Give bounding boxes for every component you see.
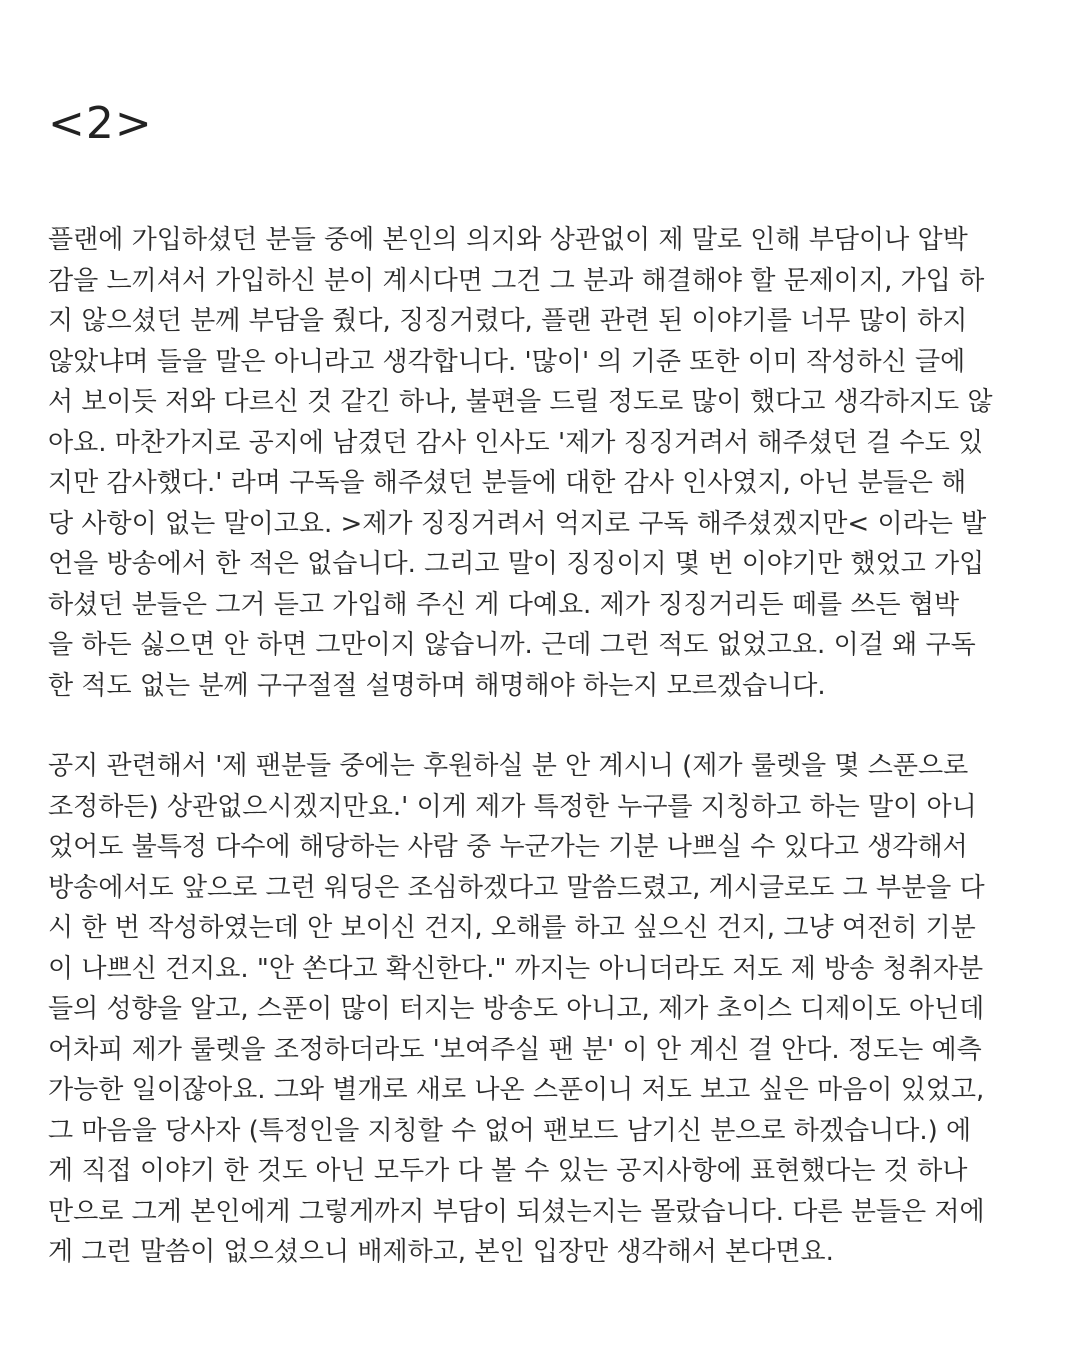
text-line: 어차피 제가 룰렛을 조정하더라도 '보여주실 팬 분' 이 안 계신 걸 안다. 정도는 예측 (48, 1034, 982, 1065)
text-line: 이 나쁘신 건지요. "안 쏜다고 확신한다." 까지는 아니더라도 저도 제 방송 청취자분 (48, 953, 984, 984)
text-line: 지 않으셨던 분께 부담을 줬다, 징징거렸다, 플랜 관련 된 이야기를 너무 많이 하지 (48, 306, 968, 336)
text-line: 당 사항이 없는 말이고요. >제가 징징거려서 억지로 구독 해주셨겠지만< 이라는 발 (48, 508, 987, 539)
text-line: 지만 감사했다.' 라며 구독을 해주셨던 분들에 대한 감사 인사였지, 아닌 분들은 해 (48, 468, 967, 498)
text-line: 었어도 불특정 다수에 해당하는 사람 중 누군가는 기분 나쁘실 수 있다고 생각해서 (48, 832, 968, 862)
page-title: <2> (48, 98, 153, 149)
text-line: 아요. 마찬가지로 공지에 남겼던 감사 인사도 '제가 징징거려서 해주셨던 걸 수도 있 (48, 427, 984, 458)
paragraph-1 (48, 220, 1038, 706)
text-line: 가능한 일이잖아요. 그와 별개로 새로 나온 스푼이니 저도 보고 싶은 마음이 있었고, (48, 1075, 985, 1105)
text-line: 감을 느끼셔서 가입하신 분이 계시다면 그건 그 분과 해결해야 할 문제이지, 가입 하 (48, 265, 985, 296)
text-line: 플랜에 가입하셨던 분들 중에 본인의 의지와 상관없이 제 말로 인해 부담이나 압박 (48, 225, 968, 255)
text-line: 한 적도 없는 분께 구구절절 설명하며 해명해야 하는지 모르겠습니다. (48, 670, 826, 701)
text-line: 서 보이듯 저와 다르신 것 같긴 하나, 불편을 드릴 정도로 많이 했다고 생각하지도 않 (48, 387, 993, 417)
text-line: 않았냐며 들을 말은 아니라고 생각합니다. '많이' 의 기준 또한 이미 작성하신 글에 (48, 346, 966, 377)
text-line: 들의 성향을 알고, 스푼이 많이 터지는 방송도 아니고, 제가 초이스 디제이도 아닌데 (48, 994, 985, 1024)
text-line: 하셨던 분들은 그거 듣고 가입해 주신 게 다예요. 제가 징징거리든 떼를 쓰든 협박 (48, 589, 960, 620)
text-line: 방송에서도 앞으로 그런 워딩은 조심하겠다고 말씀드렸고, 게시글로도 그 부분을 다 (48, 872, 985, 903)
text-line: 시 한 번 작성하였는데 안 보이신 건지, 오해를 하고 싶으신 건지, 그냥 여전히 기분 (48, 913, 976, 943)
paragraph-2 (48, 746, 1038, 1273)
text-line: 게 직접 이야기 한 것도 아닌 모두가 다 볼 수 있는 공지사항에 표현했다는 것 하나 (48, 1156, 968, 1186)
text-line: 공지 관련해서 '제 팬분들 중에는 후원하실 분 안 계시니 (제가 룰렛을 몇 스푼으로 (48, 751, 969, 781)
text-line: 만으로 그게 본인에게 그렇게까지 부담이 되셨는지는 몰랐습니다. 다른 분들은 저에 (48, 1196, 985, 1227)
text-line: 그 마음을 당사자 (특정인을 지칭할 수 없어 팬보드 남기신 분으로 하겠습니다.) 에 (48, 1115, 972, 1146)
text-line: 조정하든) 상관없으시겠지만요.' 이게 제가 특정한 누구를 지칭하고 하는 말이 아니 (48, 791, 977, 822)
text-line: 게 그런 말씀이 없으셨으니 배제하고, 본인 입장만 생각해서 본다면요. (48, 1237, 834, 1267)
text-line: 언을 방송에서 한 적은 없습니다. 그리고 말이 징징이지 몇 번 이야기만 했었고 가입 (48, 549, 985, 579)
text-line: 을 하든 싫으면 안 하면 그만이지 않습니까. 근데 그런 적도 없었고요. 이걸 왜 구독 (48, 630, 976, 660)
